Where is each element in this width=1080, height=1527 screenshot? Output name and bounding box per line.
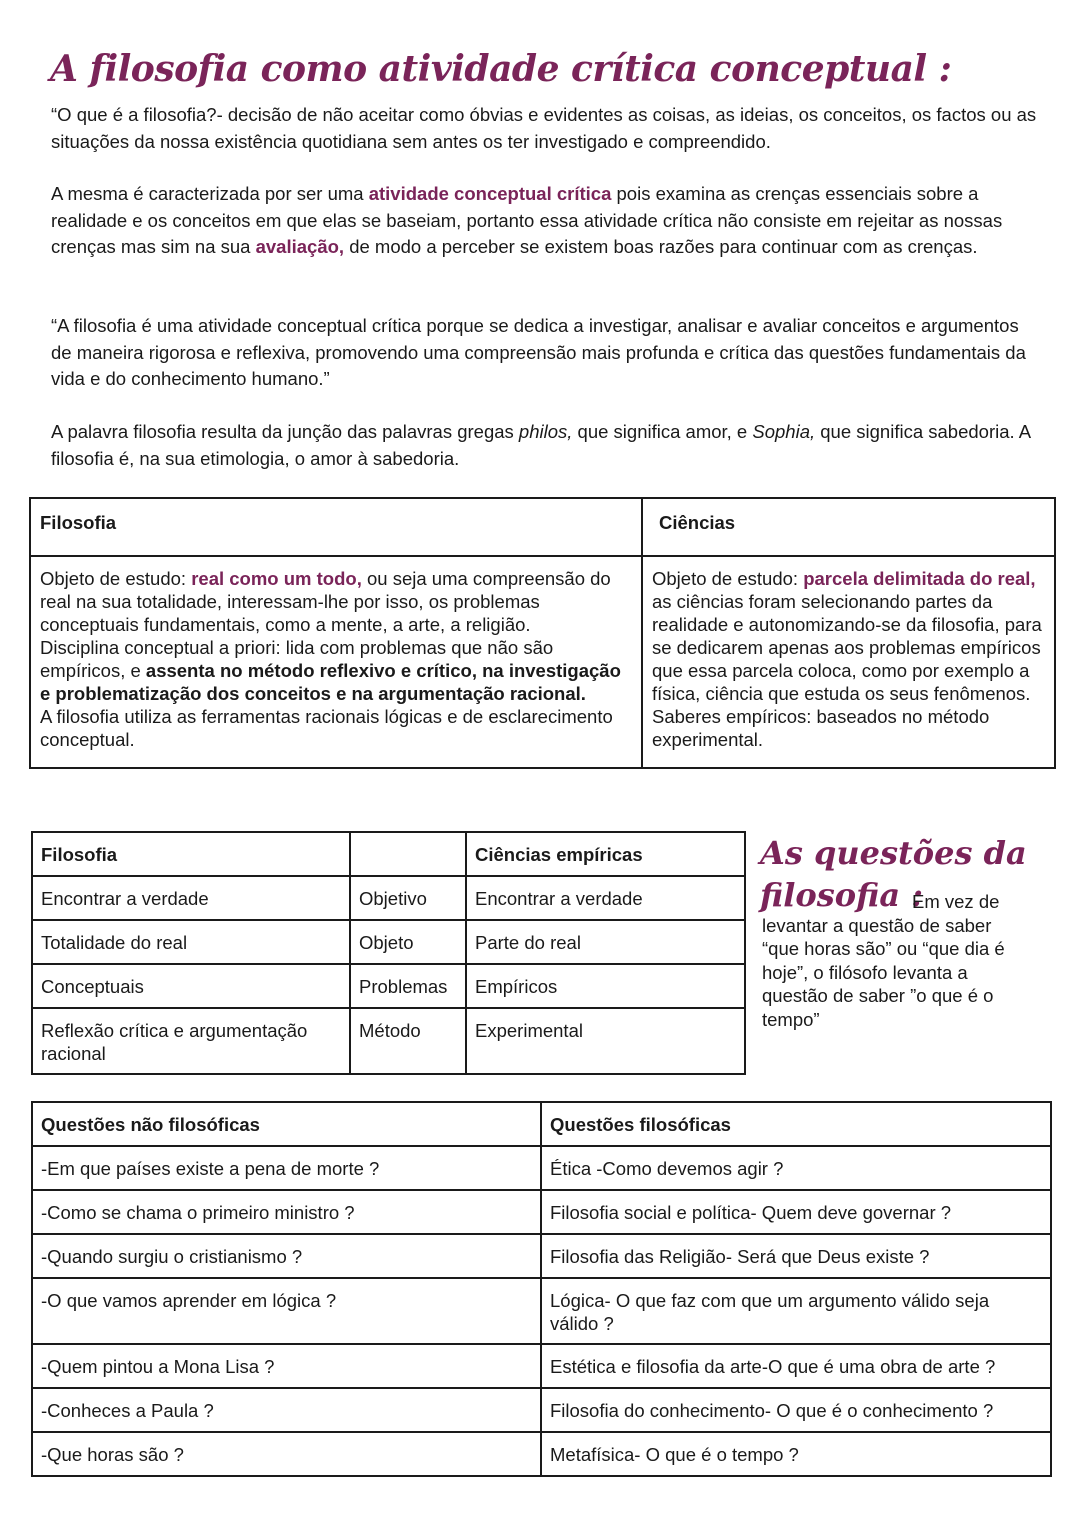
table-row: -Que horas são ? Metafísica- O que é o tempo ? [32, 1432, 1051, 1476]
summary-comparison-table [31, 831, 746, 1075]
paragraph-etymology: A palavra filosofia resulta da junção das palavras gregas philos, que significa amor, e Sophia, que significa sabedoria. A filosofia é, na sua etimologia, o amor à sabedoria. [51, 421, 1031, 469]
section-text-questions: Em vez de levantar a questão de saber “que horas são” ou “que dia é hoje”, o filósofo levanta a questão de saber ”o que é o tempo” [762, 891, 1005, 1030]
section-title-questions: As questões da filosofia : [760, 834, 1027, 914]
comparison-table-philosophy-science [29, 497, 1056, 769]
table-header: Questões filosóficas [541, 1102, 1051, 1146]
table-row: -Como se chama o primeiro ministro ? Filosofia social e política- Quem deve governar ? [32, 1190, 1051, 1234]
table-header [350, 832, 466, 876]
highlight-term: avaliação, [255, 236, 345, 257]
questions-table [31, 1101, 1052, 1477]
table-cell: Objeto de estudo: parcela delimitada do real, as ciências foram selecionando partes da realidade e autonomizando-se da filosofia, para se dedicarem apenas aos problemas empíricos que essa parcela coloca, como por exemplo a física, ciência que estuda os seus fenômenos. Saberes empíricos: baseados no método experimental. [642, 556, 1055, 768]
page-title: A filosofia como atividade crítica conceptual : [50, 48, 952, 90]
table-header: Ciências empíricas [466, 832, 745, 876]
table-row: Conceptuais Problemas Empíricos [32, 964, 745, 1008]
table-header: Ciências [642, 498, 1055, 556]
table-cell: Objeto de estudo: real como um todo, ou seja uma compreensão do real na sua totalidade, interessam-lhe por isso, os problemas conceptuais fundamentais, como a mente, a arte, a religião. Disciplina conceptual a priori: lida com problemas que não são empíricos, e assenta no método reflexivo e crítico, na investigação e problematização dos conceitos e na argumentação racional. A filosofia utiliza as ferramentas racionais lógicas e de esclarecimento conceptual. [30, 556, 642, 768]
table-row: -Quem pintou a Mona Lisa ? Estética e filosofia da arte-O que é uma obra de arte ? [32, 1344, 1051, 1388]
highlight-term: atividade conceptual crítica [368, 183, 612, 204]
table-row: -O que vamos aprender em lógica ? Lógica- O que faz com que um argumento válido seja válido ? [32, 1278, 1051, 1344]
table-row: -Em que países existe a pena de morte ? Ética -Como devemos agir ? [32, 1146, 1051, 1190]
table-row: -Quando surgiu o cristianismo ? Filosofia das Religião- Será que Deus existe ? [32, 1234, 1051, 1278]
paragraph-characterization: A mesma é caracterizada por ser uma atividade conceptual crítica pois examina as crenças essenciais sobre a realidade e os conceitos em que elas se baseiam, portanto essa atividade crítica não consiste em rejeitar as nossas crenças mas sim na sua avaliação, de modo a perceber se existem boas razões para continuar com as crenças. [51, 183, 1003, 257]
table-row: Totalidade do real Objeto Parte do real [32, 920, 745, 964]
table-header: Filosofia [32, 832, 350, 876]
paragraph-quote: “A filosofia é uma atividade conceptual crítica porque se dedica a investigar, analisar e avaliar conceitos e argumentos de maneira rigorosa e reflexiva, promovendo uma compreensão mais profunda e crítica das questões fundamentais da vida e do conhecimento humano.” [51, 315, 1026, 389]
table-row: -Conheces a Paula ? Filosofia do conhecimento- O que é o conhecimento ? [32, 1388, 1051, 1432]
table-row: Encontrar a verdade Objetivo Encontrar a verdade [32, 876, 745, 920]
paragraph-definition: “O que é a filosofia?- decisão de não aceitar como óbvias e evidentes as coisas, as ideias, os conceitos, os factos ou as situações da nossa existência quotidiana sem antes os ter investigado e compreendido. [51, 104, 1037, 152]
table-header: Filosofia [30, 498, 642, 556]
table-row: Reflexão crítica e argumentação racional Método Experimental [32, 1008, 745, 1074]
table-header: Questões não filosóficas [32, 1102, 541, 1146]
